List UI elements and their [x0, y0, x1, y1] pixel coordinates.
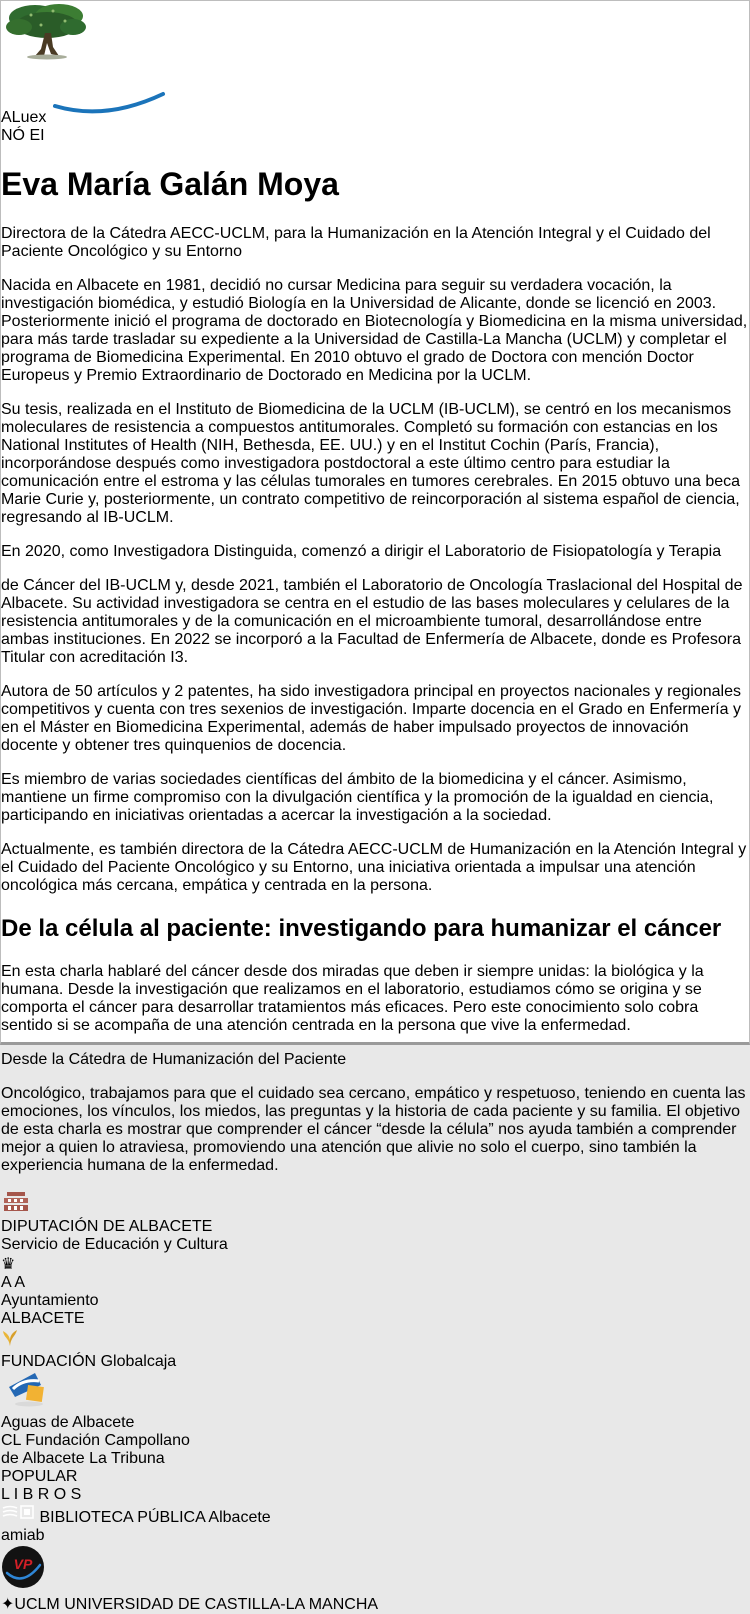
logo-fundacion-campollano [1, 1432, 749, 1450]
bio-right-column [1, 577, 749, 895]
bio-paragraph: Su tesis, realizada en el Instituto de Biomedicina de la UCLM (IB-UCLM), se centró en los mecanismos moleculares de resistencia a compuestos antitumorales. Completó su formación con estancias en los National Institutes of Health (NIH, Bethesda, EE. UU.) y en el Institut Cochin (París, Francia), incorporándose después como investigadora postdoctoral a este último centro para estudiar la comunicación entre el estroma y las células tumorales en tumores cerebrales. En 2015 obtuvo una beca Marie Curie y, posteriormente, un contrato competitivo de reincorporación al sistema español de ciencia, regresando al IB-UCLM. [1, 400, 741, 526]
diputacion-dept: Servicio de Educación y Cultura [1, 1235, 228, 1253]
crest-letters: A A [1, 1273, 26, 1291]
photo-background-sign-left: NÓ [1, 127, 25, 144]
sponsor-logos [1, 1191, 749, 1614]
logo-fundacion-globalcaja [1, 1328, 749, 1371]
globalcaja-line2: Globalcaja [100, 1352, 177, 1370]
bio-left-column [1, 277, 749, 561]
abstract-section [1, 963, 749, 1175]
abstract-paragraph: En esta charla hablaré del cáncer desde dos miradas que deben ir siempre unidas: la biológica y la humana. Desde la investigación que realizamos en el laboratorio, estudiamos cómo se origina y se comporta el cáncer para desarrollar tratamientos más eficaces. Pero este conocimiento solo cobra sentido si se acompaña de una atención centrada en la persona que vive la enfermedad. [1, 962, 704, 1034]
abstract-paragraph: Desde la Cátedra de Humanización del Paciente [1, 1050, 347, 1068]
ayuntamiento-line1: Ayuntamiento [1, 1291, 99, 1309]
ayuntamiento-line2: ALBACETE [1, 1309, 85, 1327]
globalcaja-sprout-icon [1, 1328, 19, 1348]
bio-paragraph: En 2020, como Investigadora Distinguida, comenzó a dirigir el Laboratorio de Fisiopatología y Terapia [1, 542, 722, 560]
logo-diputacion-albacete [1, 1191, 749, 1254]
diputacion-name: DIPUTACIÓN DE ALBACETE [1, 1217, 213, 1235]
campollano-monogram: CL [1, 1431, 21, 1449]
diputacion-building-row [1, 1191, 749, 1218]
logo-ayuntamiento-albacete [1, 1254, 749, 1328]
bio-paragraph [1, 277, 749, 385]
bio-paragraph: Actualmente, es también directora de la Cátedra AECC-UCLM de Humanización en la Atención Integral y el Cuidado del Paciente Oncológico y su Entorno, una iniciativa orientada a impulsar una atención oncológica más cercana, empática y centrada en la persona. [1, 840, 747, 894]
dropcap-letter: N [1, 276, 13, 294]
diputacion-building-icon [1, 1191, 31, 1213]
speaker-name: Eva María Galán Moya [1, 166, 339, 203]
popular-libros-bar: L I B R O S [1, 1485, 82, 1503]
vp-label: VP [13, 1555, 33, 1572]
amiab-label: amiab [1, 1526, 45, 1544]
logo-popular-libros [1, 1468, 749, 1504]
biography-section [1, 277, 749, 895]
talk-title: De la célula al paciente: investigando para humanizar el cáncer [1, 914, 722, 942]
speaker-photo [1, 127, 749, 145]
aguas-label: Aguas de Albacete [1, 1413, 135, 1431]
abstract-right-column [1, 1085, 749, 1175]
uclm-label: ✦UCLM [1, 1595, 60, 1613]
globalcaja-text [1, 1353, 749, 1371]
logo-uclm [1, 1594, 749, 1614]
campollano-label: Fundación Campollano [25, 1431, 190, 1449]
vp-circle-icon [1, 1545, 45, 1589]
bio-paragraph: Es miembro de varias sociedades científicas del ámbito de la biomedicina y el cáncer. Asimismo, mantiene un firme compromiso con la divulgación científica y la promoción de la igualdad en ciencia, participando en iniciativas orientadas a acercar la investigación a la sociedad. [1, 770, 714, 824]
latribuna-label: La Tribuna [89, 1449, 165, 1467]
speaker-role: Directora de la Cátedra AECC-UCLM, para la Humanización en la Atención Integral y el Cuidado del Paciente Oncológico y su Entorno [1, 224, 711, 260]
photo-background-sign-right: EI [29, 127, 45, 144]
biblioteca-book-icon [1, 1504, 35, 1522]
aluex-logo-al: AL [1, 109, 21, 126]
biblioteca-line1: BIBLIOTECA PÚBLICA [39, 1508, 205, 1526]
biblioteca-line2: Albacete [208, 1508, 271, 1526]
logo-biblioteca-publica-albacete [1, 1504, 749, 1527]
uclm-subtitle: UNIVERSIDAD DE CASTILLA-LA MANCHA [64, 1595, 379, 1613]
abstract-left-column [1, 963, 749, 1069]
abstract-paragraph: Oncológico, trabajamos para que el cuidado sea cercano, empático y respetuoso, teniendo en cuenta las emociones, los vínculos, los miedos, las preguntas y la historia de cada paciente y su familia. El objetivo de esta charla es mostrar que comprender el cáncer “desde la célula” nos ayuda también a comprender mejor a quien lo atraviesa, promoviendo una atención que alivie no solo el cuerpo, sino también la experiencia humana de la enfermedad. [1, 1084, 746, 1174]
popular-label: POPULAR [1, 1467, 78, 1485]
latribuna-tagline: de Albacete [1, 1449, 85, 1467]
logo-la-tribuna [1, 1450, 749, 1468]
ayuntamiento-crest-icon [1, 1254, 749, 1292]
logo-amiab [1, 1527, 749, 1545]
ayuntamiento-text [1, 1292, 749, 1328]
sponsor-row-2 [1, 1450, 749, 1614]
bio-paragraph: Autora de 50 artículos y 2 patentes, ha sido investigadora principal en proyectos nacionales y regionales competitivos y cuenta con tres sexenios de investigación. Imparte docencia en el Grado en Enfermería y en el Máster en Biomedicina Experimental, además de haber impulsado proyectos de innovación docente y obtener tres quinquenios de docencia. [1, 682, 742, 754]
bio-paragraph-text: acida en Albacete en 1981, decidió no cursar Medicina para seguir su verdadera vocación, la investigación biomédica, y estudió Biología en la Universidad de Alicante, donde se licenció en 2003. Posteriormente inició el programa de doctorado en Biotecnología y Biomedicina en la misma universidad, para más tarde trasladar su expediente a la Universidad de Castilla-La Mancha (UCLM) y completar el programa de Biomedicina Experimental. En 2010 obtuvo el grado de Doctora con mención Doctor Europeus y Premio Extraordinario de Doctorado en Medicina por la UCLM. [1, 276, 748, 384]
aluex-logo-uex: uex [20, 109, 47, 126]
crest-crown: ♛ [1, 1255, 16, 1273]
logo-aguas-de-albacete [1, 1371, 749, 1432]
speaker-header [1, 166, 749, 260]
aguas-wave-icon [1, 1371, 57, 1409]
logo-vp [1, 1545, 749, 1594]
sponsor-row-1 [1, 1191, 749, 1450]
brand-area [1, 1, 749, 127]
amiab-wordmark-row [1, 1527, 749, 1545]
tree-logo-icon [1, 1, 93, 61]
header-gradient-stripe [2, 65, 489, 80]
globalcaja-line1: FUNDACIÓN [1, 1352, 97, 1370]
bio-paragraph: de Cáncer del IB-UCLM y, desde 2021, también el Laboratorio de Oncología Traslacional del Hospital de Albacete. Su actividad investigadora se centra en el estudio de las bases moleculares y celulares de la resistencia antitumorales y de la comunicación en el microambiente tumoral, desarrollándose entre ambas instituciones. En 2022 se incorporó a la Facultad de Enfermería de Albacete, donde es Profesora Titular con acreditación I3. [1, 576, 743, 666]
